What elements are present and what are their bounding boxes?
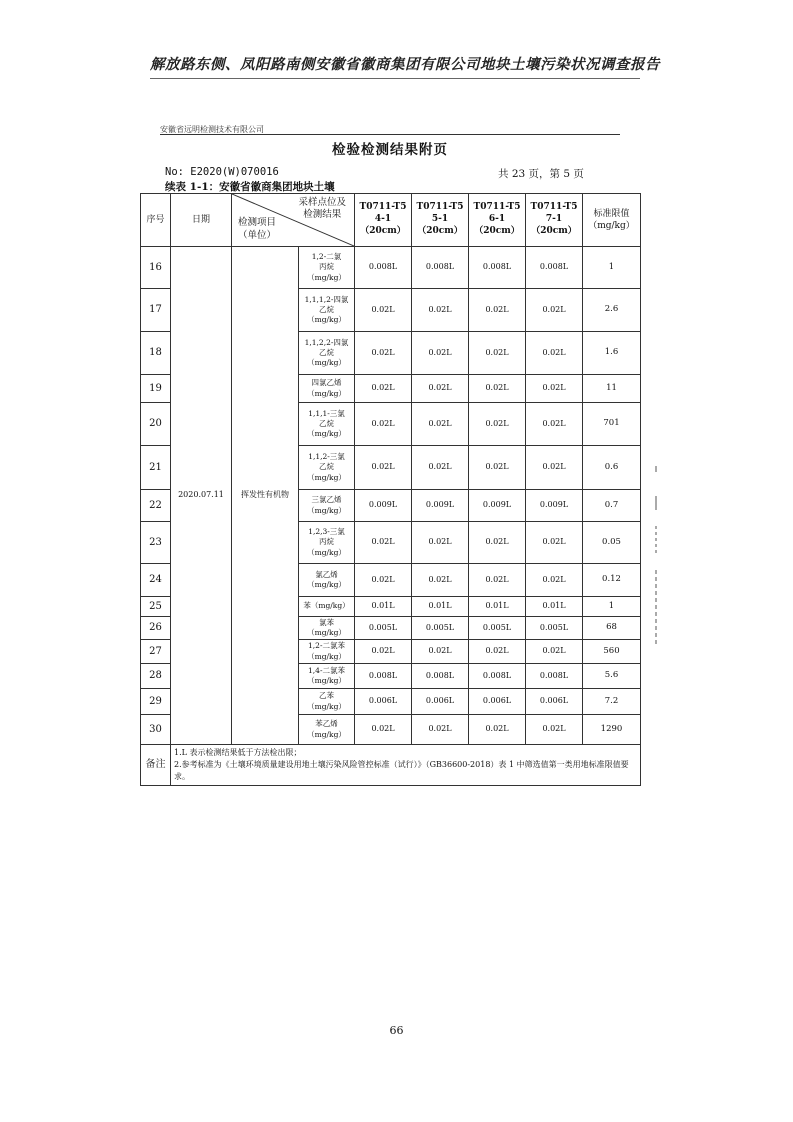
result-value: 0.02L	[355, 289, 412, 332]
test-item-line: 四氯乙烯	[311, 378, 342, 388]
sample-id: T0711-T5	[359, 202, 407, 213]
result-value: 0.02L	[412, 289, 469, 332]
result-value: 0.02L	[355, 715, 412, 745]
test-item-line: 氯乙烯	[315, 569, 338, 579]
row-seq: 29	[141, 689, 171, 715]
standard-limit: 0.12	[583, 564, 641, 597]
test-item-line: 丙烷	[319, 262, 334, 272]
row-seq: 26	[141, 617, 171, 640]
test-item-line: 乙烷	[319, 462, 334, 472]
test-item	[299, 490, 355, 522]
report-number: No: E2020(W)070016	[165, 166, 279, 178]
result-value: 0.01L	[469, 597, 526, 617]
result-value: 0.005L	[412, 617, 469, 640]
sample-sub: 6-1	[488, 214, 506, 225]
test-item-line: 1,4-二氯苯	[308, 665, 345, 675]
result-value: 0.02L	[469, 403, 526, 446]
diagonal-header	[232, 194, 355, 247]
result-value: 0.02L	[526, 715, 583, 745]
test-item-line: 1,2-二氯苯	[308, 641, 345, 651]
result-value: 0.008L	[526, 247, 583, 289]
standard-limit: 5.6	[583, 664, 641, 689]
result-value: 0.02L	[526, 332, 583, 375]
test-item	[299, 446, 355, 490]
result-value: 0.008L	[526, 664, 583, 689]
test-item-line: 乙烷	[319, 347, 334, 357]
row-seq: 25	[141, 597, 171, 617]
result-value: 0.008L	[469, 664, 526, 689]
sample-id: T0711-T5	[530, 202, 578, 213]
seq-header: 序号	[141, 194, 171, 247]
result-value: 0.02L	[526, 289, 583, 332]
result-value: 0.02L	[469, 289, 526, 332]
test-item	[299, 715, 355, 745]
row-seq: 30	[141, 715, 171, 745]
sample-depth: （20cm）	[360, 225, 406, 236]
row-seq: 28	[141, 664, 171, 689]
test-item-line: （mg/kg）	[307, 547, 346, 557]
row-seq: 24	[141, 564, 171, 597]
table-body	[141, 247, 641, 745]
result-value: 0.009L	[526, 490, 583, 522]
test-item-line: 苯（mg/kg）	[303, 601, 350, 611]
row-seq: 22	[141, 490, 171, 522]
test-item-line: 乙苯	[319, 691, 334, 701]
test-item-line: 1,1,1,2-四氯	[304, 294, 349, 304]
test-item-line: （mg/kg）	[307, 429, 346, 439]
result-value: 0.02L	[469, 640, 526, 664]
sample-sub: 7-1	[545, 214, 563, 225]
result-value: 0.01L	[526, 597, 583, 617]
result-value: 0.02L	[412, 715, 469, 745]
test-item-line: 三氯乙烯	[311, 495, 342, 505]
test-item-line: （mg/kg）	[307, 580, 346, 589]
test-item-line: 苯乙烯	[315, 719, 338, 729]
page-header: 解放路东侧、凤阳路南侧安徽省徽商集团有限公司地块土壤污染状况调查报告	[150, 56, 660, 73]
sample-id: T0711-T5	[473, 202, 521, 213]
result-value: 0.02L	[526, 640, 583, 664]
test-item	[299, 640, 355, 664]
row-seq: 21	[141, 446, 171, 490]
test-item-line: （mg/kg）	[307, 272, 346, 282]
standard-limit: 0.7	[583, 490, 641, 522]
row-seq: 18	[141, 332, 171, 375]
test-item-line: （mg/kg）	[307, 472, 346, 482]
standard-limit: 68	[583, 617, 641, 640]
result-value: 0.006L	[469, 689, 526, 715]
sample-sub: 5-1	[431, 214, 449, 225]
test-item	[299, 375, 355, 403]
diagonal-header-top	[298, 197, 346, 221]
result-value: 0.02L	[412, 564, 469, 597]
sample-header-2	[412, 194, 469, 247]
test-item	[299, 564, 355, 597]
result-value: 0.02L	[355, 564, 412, 597]
standard-limit: 1	[583, 247, 641, 289]
result-value: 0.02L	[355, 375, 412, 403]
table-row	[141, 247, 641, 289]
row-seq: 23	[141, 522, 171, 564]
test-item	[299, 689, 355, 715]
company-rule	[160, 134, 620, 135]
scan-edge-marks	[654, 466, 658, 646]
table-subtitle: 续表 1-1：安徽省徽商集团地块土壤	[165, 181, 335, 193]
result-value: 0.02L	[469, 332, 526, 375]
result-value: 0.02L	[469, 446, 526, 490]
result-value: 0.02L	[412, 522, 469, 564]
standard-limit: 1290	[583, 715, 641, 745]
result-value: 0.006L	[526, 689, 583, 715]
test-category: 挥发性有机物	[232, 247, 299, 745]
result-value: 0.009L	[412, 490, 469, 522]
notes-label: 备注	[141, 745, 171, 786]
result-value: 0.02L	[355, 640, 412, 664]
result-value: 0.02L	[355, 403, 412, 446]
result-value: 0.02L	[526, 375, 583, 403]
result-value: 0.02L	[469, 715, 526, 745]
test-item	[299, 332, 355, 375]
result-value: 0.02L	[412, 446, 469, 490]
sample-header-3	[469, 194, 526, 247]
sampling-date: 2020.07.11	[171, 247, 232, 745]
result-value: 0.009L	[355, 490, 412, 522]
result-value: 0.02L	[355, 522, 412, 564]
test-item-line: （mg/kg）	[307, 628, 346, 637]
notes-text	[171, 745, 641, 786]
company-name: 安徽省远明检测技术有限公司	[160, 125, 264, 134]
test-item-line: 1,2-二氯	[311, 252, 342, 262]
result-value: 0.02L	[526, 403, 583, 446]
standard-limit: 0.6	[583, 446, 641, 490]
sample-header-4	[526, 194, 583, 247]
test-item	[299, 289, 355, 332]
sample-id: T0711-T5	[416, 202, 464, 213]
result-value: 0.006L	[355, 689, 412, 715]
result-value: 0.005L	[526, 617, 583, 640]
test-item-line: （mg/kg）	[307, 315, 346, 325]
result-value: 0.02L	[526, 564, 583, 597]
test-item-line: （mg/kg）	[307, 701, 346, 711]
result-value: 0.02L	[526, 446, 583, 490]
standard-limit: 560	[583, 640, 641, 664]
test-item-line: （mg/kg）	[307, 358, 346, 368]
diagonal-bottom-line-2: （单位）	[238, 229, 277, 241]
result-value: 0.005L	[355, 617, 412, 640]
test-item-line: （mg/kg）	[307, 729, 346, 739]
page-count: 共 23 页，第 5 页	[498, 168, 584, 180]
standard-limit: 701	[583, 403, 641, 446]
note-1: 1.L 表示检测结果低于方法检出限；	[174, 748, 302, 757]
test-item-line: （mg/kg）	[307, 676, 346, 685]
standard-header-line-2: （mg/kg）	[588, 221, 635, 231]
test-item	[299, 664, 355, 689]
test-item	[299, 247, 355, 289]
result-value: 0.02L	[469, 375, 526, 403]
diagonal-top-line-1: 采样点位及	[298, 197, 346, 208]
sample-depth: （20cm）	[531, 225, 577, 236]
diagonal-top-line-2: 检测结果	[303, 208, 342, 220]
standard-header	[583, 194, 641, 247]
result-value: 0.02L	[412, 640, 469, 664]
result-value: 0.008L	[355, 247, 412, 289]
test-item-line: 1,1,1-三氯	[308, 408, 345, 418]
header-row	[141, 194, 641, 247]
result-value: 0.008L	[412, 664, 469, 689]
result-value: 0.02L	[355, 446, 412, 490]
result-value: 0.02L	[412, 403, 469, 446]
standard-header-line-1: 标准限值	[593, 208, 630, 219]
standard-limit: 2.6	[583, 289, 641, 332]
standard-limit: 7.2	[583, 689, 641, 715]
sample-depth: （20cm）	[474, 225, 520, 236]
test-item-line: 乙烷	[319, 418, 334, 428]
standard-limit: 0.05	[583, 522, 641, 564]
notes-row	[141, 745, 641, 786]
result-value: 0.02L	[355, 332, 412, 375]
result-value: 0.006L	[412, 689, 469, 715]
standard-limit: 1	[583, 597, 641, 617]
result-value: 0.005L	[469, 617, 526, 640]
standard-limit: 1.6	[583, 332, 641, 375]
result-value: 0.008L	[469, 247, 526, 289]
row-seq: 27	[141, 640, 171, 664]
report-title: 检验检测结果附页	[332, 142, 448, 158]
test-item-line: 氯苯	[319, 617, 334, 627]
test-item-line: （mg/kg）	[307, 651, 346, 661]
test-item	[299, 617, 355, 640]
result-value: 0.009L	[469, 490, 526, 522]
result-value: 0.008L	[412, 247, 469, 289]
test-item	[299, 597, 355, 617]
test-item-line: 1,1,2,2-四氯	[304, 337, 349, 347]
result-value: 0.02L	[469, 522, 526, 564]
note-2: 2.参考标准为《土壤环境质量建设用地土壤污染风险管控标准（试行）》（GB36600-2018）表 1 中筛选值第一类用地标准限值要求。	[174, 760, 629, 781]
test-item-line: （mg/kg）	[307, 505, 346, 515]
sample-header-1	[355, 194, 412, 247]
date-header: 日期	[171, 194, 232, 247]
diagonal-header-bottom	[238, 217, 276, 242]
row-seq: 20	[141, 403, 171, 446]
sample-sub: 4-1	[374, 214, 392, 225]
sample-depth: （20cm）	[417, 225, 463, 236]
result-value: 0.01L	[355, 597, 412, 617]
diagonal-bottom-line-1: 检测项目	[238, 217, 277, 229]
row-seq: 16	[141, 247, 171, 289]
result-value: 0.02L	[412, 332, 469, 375]
test-item	[299, 403, 355, 446]
header-rule	[150, 78, 640, 79]
result-value: 0.02L	[526, 522, 583, 564]
page-number: 66	[389, 1024, 404, 1037]
result-value: 0.01L	[412, 597, 469, 617]
test-item-line: 乙烷	[319, 304, 334, 314]
standard-limit: 11	[583, 375, 641, 403]
row-seq: 17	[141, 289, 171, 332]
test-item-line: （mg/kg）	[307, 388, 346, 398]
result-value: 0.02L	[469, 564, 526, 597]
test-item-line: 1,1,2-三氯	[308, 452, 345, 462]
row-seq: 19	[141, 375, 171, 403]
result-value: 0.02L	[412, 375, 469, 403]
test-item-line: 丙烷	[319, 537, 334, 547]
result-value: 0.008L	[355, 664, 412, 689]
results-table	[140, 193, 641, 786]
test-item	[299, 522, 355, 564]
test-item-line: 1,2,3-三氯	[308, 527, 345, 537]
